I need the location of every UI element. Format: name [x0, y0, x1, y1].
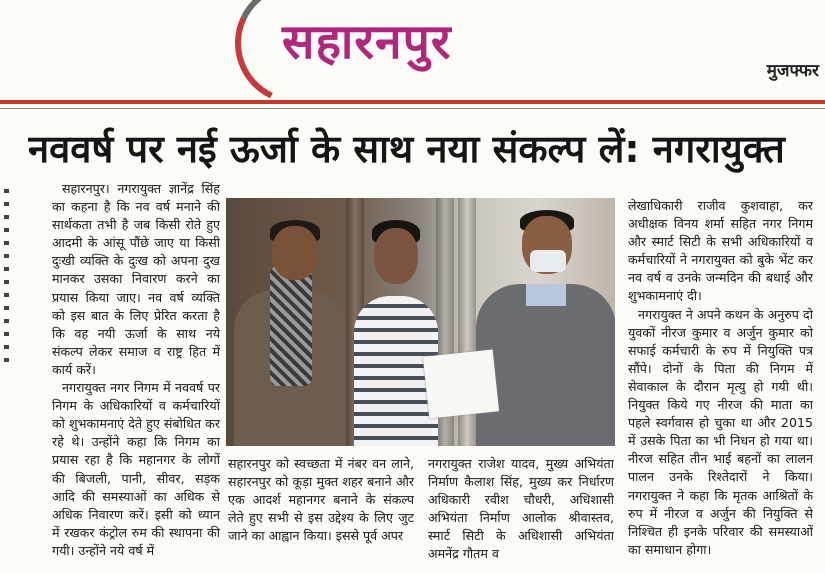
adjacent-column-fragment	[0, 180, 12, 573]
paragraph: लेखाधिकारी राजीव कुशवाहा, कर अधीक्षक विनय शर्मा सहित नगर निगम और स्मार्ट सिटी के सभी अधिकारियों व कर्मचारियों ने नगरायुक्त को बुके भेंट कर नव वर्ष व उनके जन्मदिन की बधाई और शुभकामनाएं दी।	[628, 198, 813, 304]
paragraph: नगरायुक्त नगर निगम में नववर्ष पर निगम के अधिकारियों व कर्मचारियों को शुभकामनाएं देते हुए संबोधित कर रहे थे। उन्होंने कहा कि निगम का प्रयास रहा है कि महानगर के लोगों की बिजली, पानी, सीवर, सड़क आदि की समस्याओं का अधिक से अधिक निवारण करें। इसी को ध्यान में रखकर कंट्रोल रुम की स्थापना की गयी। उन्होंने नये वर्ष में	[52, 380, 220, 558]
article-column-4	[628, 197, 813, 572]
article-column-1	[52, 180, 220, 570]
appointment-letter	[423, 350, 499, 419]
header-rule-thin	[0, 108, 825, 109]
edition-label: मुजफ्फर	[766, 61, 819, 81]
header-rule	[0, 100, 825, 104]
paragraph: नगरायुक्त राजेश यादव, मुख्य अभियंता निर्माण कैलाश सिंह, मुख्य कर निर्धारण अधिकारी रवीश चौधरी, अधिशासी अभियंता निर्माण आलोक श्रीवास्तव, स्मार्ट सिटी के अधिशासी अभियंता अमनेंद्र गौतम व	[428, 456, 614, 562]
paragraph: सहारनपुर को स्वच्छता में नंबर वन लाने, सहारनपुर को कूड़ा मुक्त शहर बनाने और एक आदर्श महानगर बनाने के संकल्प लेते हुए सभी से इस उद्देश्य के लिए जुट जाने का आह्वान किया। इससे पूर्व अपर	[228, 456, 414, 544]
article-column-2	[228, 455, 414, 570]
article-photo	[226, 198, 615, 446]
masthead-title: सहारनपुर	[282, 14, 452, 70]
article-column-3	[428, 455, 614, 570]
article-headline: नववर्ष पर नई ऊर्जा के साथ नया संकल्प लें: नगरायुक्त	[28, 127, 785, 171]
paragraph: नगरायुक्त ने अपने कथन के अनुरुप दो युवकों नीरज कुमार व अर्जुन कुमार को सफाई कर्मचारी के रुप में नियुक्ति पत्र सौंपे। दोनों के पिता की निगम में सेवाकाल के दौरान मृत्यु हो गयी थी। नियुक्त किये गए नीरज की माता का पहले स्वर्गवास हो चुका था और 2015 में उसके पिता का भी निधन हो गया था। नीरज सहित तीन भाई बहनों का लालन पालन उनके रिश्तेदारों ने किया। नगरायुक्त ने कहा कि मृतक आश्रितों के रुप में नीरज व अर्जुन की नियुक्ति से निश्चित ही इनके परिवार की समस्याओं का समाधान होगा।	[628, 306, 813, 557]
paragraph: सहारनपुर। नगरायुक्त ज्ञानेंद्र सिंह का कहना है कि नव वर्ष मनाने की सार्थकता तभी है जब किसी रोते हुए आदमी के आंसू पौंछे जाए या किसी दुःखी व्यक्ति के दुःख को अपना दुख मानकर उसका निवारण करने का प्रयास किया जाए। नव वर्ष व्यक्ति को इस बात के लिए प्रेरित करता है कि वह नयी ऊर्जा के साथ नये संकल्प लेकर समाज व राष्ट्र हित में कार्य करें।	[52, 181, 220, 377]
person-right	[476, 284, 615, 446]
